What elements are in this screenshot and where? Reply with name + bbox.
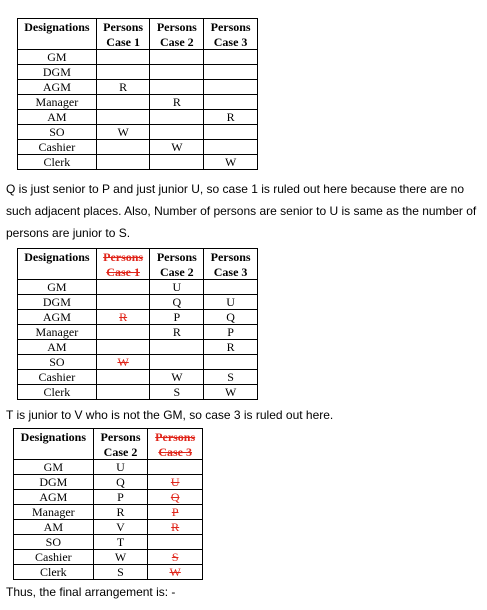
designation-cell: Manager [14, 505, 94, 520]
person-cell: Q [204, 310, 258, 325]
designation-cell: AGM [14, 490, 94, 505]
table-row [18, 65, 258, 80]
header-case: Case 3 [204, 34, 258, 50]
designation-cell: GM [14, 460, 94, 475]
person-cell: U [204, 295, 258, 310]
table-row [18, 355, 258, 370]
person-cell [150, 340, 204, 355]
person-cell [150, 355, 204, 370]
designation-cell: Clerk [18, 155, 97, 170]
person-cell: W [204, 385, 258, 400]
person-cell [150, 65, 204, 80]
designation-cell: AM [18, 340, 97, 355]
person-cell: Q [148, 490, 203, 505]
table-row [14, 490, 203, 505]
person-cell: S [148, 550, 203, 565]
person-cell [96, 295, 150, 310]
header-case-struck: Case 1 [96, 264, 150, 280]
person-cell: S [204, 370, 258, 385]
designation-cell: DGM [14, 475, 94, 490]
designation-cell: DGM [18, 295, 97, 310]
person-cell [96, 110, 150, 125]
table-case-analysis-3 [13, 428, 203, 580]
table-row [14, 550, 203, 565]
person-cell: W [150, 140, 204, 155]
designation-cell: Manager [18, 95, 97, 110]
person-cell [96, 95, 150, 110]
table-case-analysis-1 [17, 18, 258, 170]
person-cell: P [148, 505, 203, 520]
person-cell: U [148, 475, 203, 490]
person-cell: V [93, 520, 148, 535]
person-cell [204, 280, 258, 295]
table-row [14, 520, 203, 535]
person-cell [96, 370, 150, 385]
explanation-paragraph-1: Q is just senior to P and just junior U, so case 1 is ruled out here because there are no such adjacent places. Also, Number of persons are senior to U is same as the number of persons are junior to S. [6, 182, 477, 240]
person-cell [150, 50, 204, 65]
person-cell: W [204, 155, 258, 170]
header-case: Case 2 [150, 34, 204, 50]
table-row [18, 110, 258, 125]
table-row [18, 80, 258, 95]
person-cell [96, 65, 150, 80]
person-cell [204, 140, 258, 155]
designation-cell: DGM [18, 65, 97, 80]
person-cell [96, 340, 150, 355]
header-designations: Designations [14, 429, 94, 445]
designation-cell: Cashier [14, 550, 94, 565]
header-blank [18, 264, 97, 280]
table-row [14, 460, 203, 475]
person-cell [96, 50, 150, 65]
person-cell: U [93, 460, 148, 475]
header-persons-struck: Persons [148, 429, 203, 445]
person-cell: Q [93, 475, 148, 490]
table-row [18, 295, 258, 310]
person-cell: W [96, 355, 150, 370]
designation-cell: Clerk [14, 565, 94, 580]
person-cell: R [93, 505, 148, 520]
table-row [18, 325, 258, 340]
person-cell [96, 280, 150, 295]
person-cell: W [93, 550, 148, 565]
person-cell: Q [150, 295, 204, 310]
person-cell: R [204, 110, 258, 125]
table-row [18, 340, 258, 355]
person-cell: U [150, 280, 204, 295]
conclusion-paragraph: Thus, the final arrangement is: - [6, 585, 176, 599]
designation-cell: Clerk [18, 385, 97, 400]
header-blank [14, 444, 94, 460]
table-row [18, 140, 258, 155]
table-case-analysis-2 [17, 248, 258, 400]
person-cell: R [96, 310, 150, 325]
person-cell: R [150, 325, 204, 340]
header-persons: Persons [150, 19, 204, 35]
header-designations: Designations [18, 249, 97, 265]
person-cell: R [148, 520, 203, 535]
header-designations: Designations [18, 19, 97, 35]
designation-cell: AGM [18, 80, 97, 95]
person-cell [150, 155, 204, 170]
header-persons: Persons [96, 19, 150, 35]
header-persons-struck: Persons [96, 249, 150, 265]
person-cell [96, 325, 150, 340]
table-row [14, 565, 203, 580]
designation-cell: Manager [18, 325, 97, 340]
header-case: Case 2 [150, 264, 204, 280]
table-row [14, 535, 203, 550]
person-cell [204, 95, 258, 110]
person-cell: R [150, 95, 204, 110]
header-persons: Persons [204, 19, 258, 35]
designation-cell: AM [14, 520, 94, 535]
header-case-struck: Case 3 [148, 444, 203, 460]
table-row [18, 280, 258, 295]
person-cell [204, 80, 258, 95]
person-cell [150, 110, 204, 125]
person-cell: S [150, 385, 204, 400]
person-cell [204, 50, 258, 65]
person-cell [96, 385, 150, 400]
header-case: Case 1 [96, 34, 150, 50]
person-cell: W [150, 370, 204, 385]
table-row [18, 125, 258, 140]
person-cell: R [96, 80, 150, 95]
person-cell: W [148, 565, 203, 580]
person-cell [150, 80, 204, 95]
person-cell [204, 125, 258, 140]
designation-cell: GM [18, 280, 97, 295]
explanation-paragraph-2: T is junior to V who is not the GM, so case 3 is ruled out here. [6, 408, 334, 422]
table-row [18, 155, 258, 170]
person-cell [150, 125, 204, 140]
table-row [18, 95, 258, 110]
person-cell [204, 65, 258, 80]
person-cell: W [96, 125, 150, 140]
header-persons: Persons [93, 429, 148, 445]
table-row [14, 505, 203, 520]
person-cell [148, 535, 203, 550]
header-persons: Persons [150, 249, 204, 265]
person-cell [148, 460, 203, 475]
designation-cell: GM [18, 50, 97, 65]
table-row [18, 370, 258, 385]
designation-cell: Cashier [18, 140, 97, 155]
designation-cell: SO [18, 355, 97, 370]
person-cell [96, 140, 150, 155]
designation-cell: AM [18, 110, 97, 125]
header-case: Case 3 [204, 264, 258, 280]
designation-cell: SO [14, 535, 94, 550]
header-blank [18, 34, 97, 50]
person-cell: S [93, 565, 148, 580]
table-row [18, 310, 258, 325]
person-cell: P [204, 325, 258, 340]
person-cell: R [204, 340, 258, 355]
person-cell: P [150, 310, 204, 325]
designation-cell: SO [18, 125, 97, 140]
table-row [14, 475, 203, 490]
person-cell [96, 155, 150, 170]
designation-cell: Cashier [18, 370, 97, 385]
header-persons: Persons [204, 249, 258, 265]
designation-cell: AGM [18, 310, 97, 325]
person-cell: T [93, 535, 148, 550]
header-case: Case 2 [93, 444, 148, 460]
person-cell [204, 355, 258, 370]
table-row [18, 385, 258, 400]
person-cell: P [93, 490, 148, 505]
table-row [18, 50, 258, 65]
